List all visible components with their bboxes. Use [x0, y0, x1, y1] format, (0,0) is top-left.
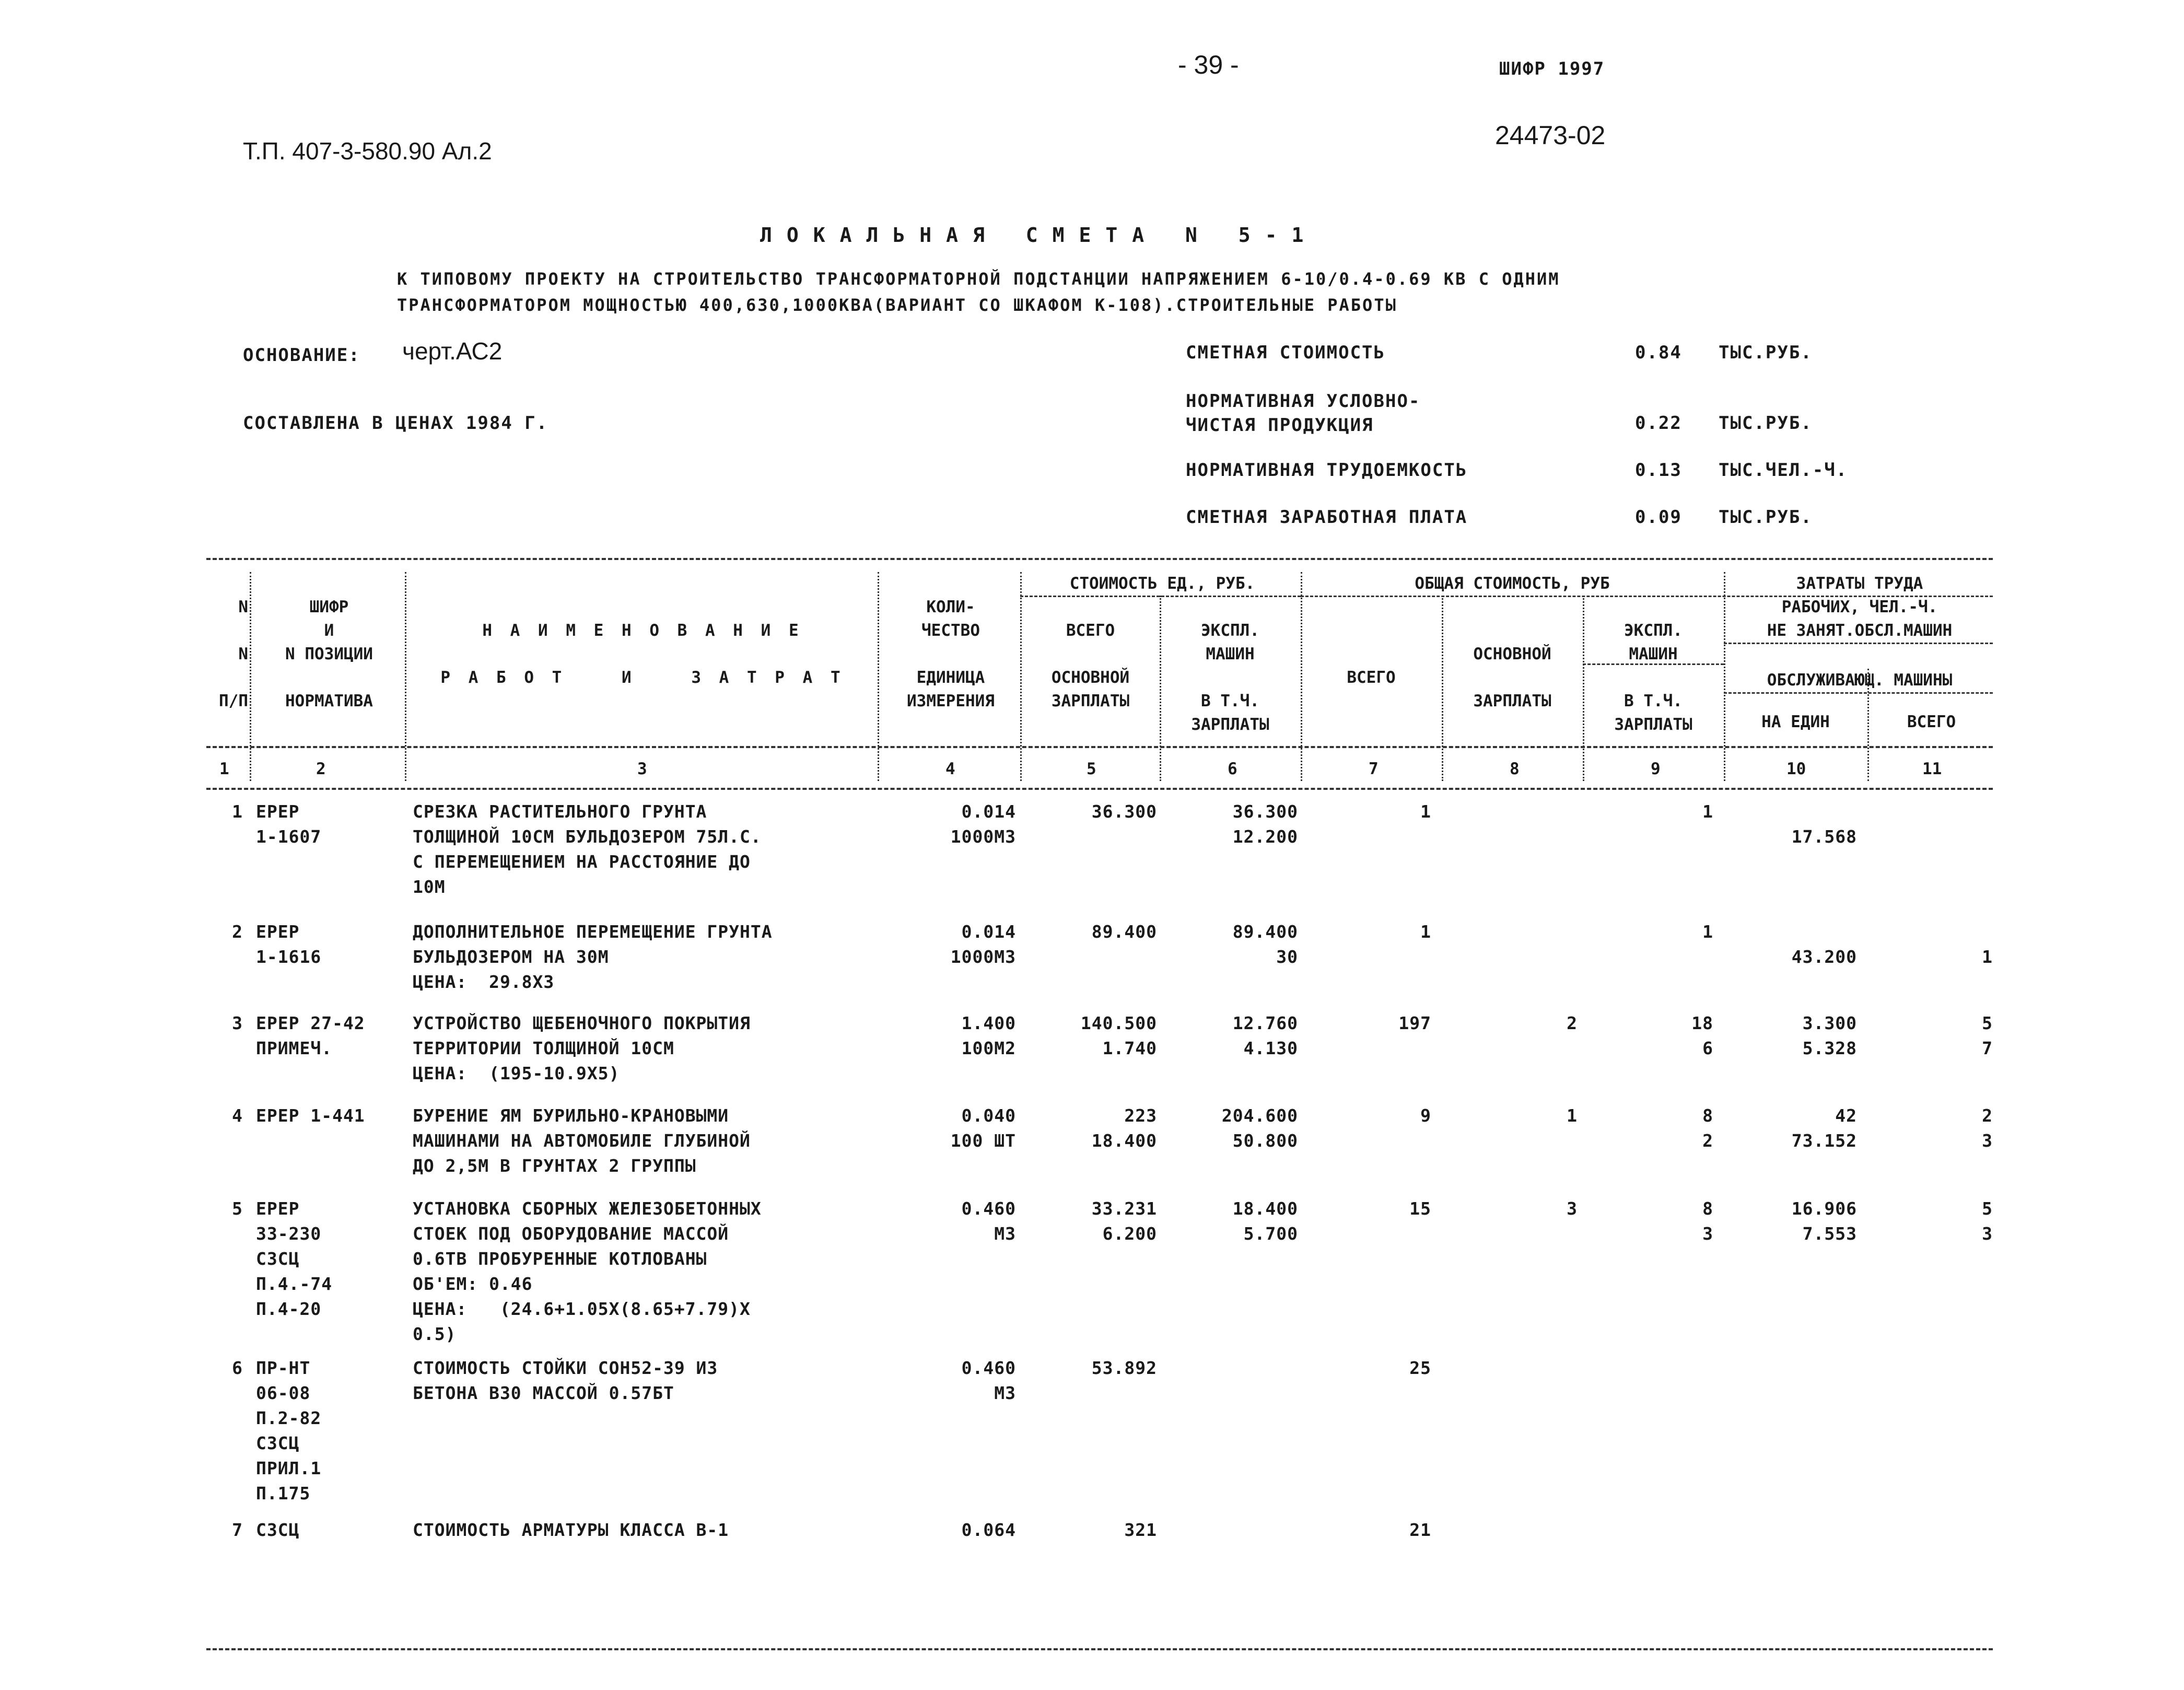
col-number-5: 5	[1087, 760, 1096, 778]
row-machines: 1	[1702, 922, 1713, 942]
row-unit-machines: 89.400 30	[1232, 922, 1298, 967]
row-unit-machines: 36.300 12.200	[1232, 801, 1298, 847]
summary-label-wage: СМЕТНАЯ ЗАРАБОТНАЯ ПЛАТА	[1186, 507, 1468, 528]
row-machines: 1	[1702, 801, 1713, 822]
row-basic-wage: 2	[1567, 1013, 1578, 1033]
th-labor-machines: ОБСЛУЖИВАЮЩ. МАШИНЫ	[1767, 671, 1953, 690]
row-labor-total: 2 3	[1982, 1105, 1993, 1151]
registration-number: 24473-02	[1495, 121, 1606, 150]
th-labor-total: ВСЕГО	[1907, 713, 1956, 731]
row-total: 21	[1409, 1520, 1431, 1540]
header-subrule-unit-cost	[1020, 596, 1301, 597]
row-labor-total: 5 7	[1982, 1013, 1993, 1058]
header-subrule-labor-2	[1724, 692, 1993, 694]
row-labor-total: 1	[1982, 947, 1993, 967]
row-labor-per-unit: 42 73.152	[1791, 1105, 1857, 1151]
summary-label-production: НОРМАТИВНАЯ УСЛОВНО- ЧИСТАЯ ПРОДУКЦИЯ	[1186, 391, 1421, 436]
row-code: ЕРЕР 27-42 ПРИМЕЧ.	[256, 1013, 365, 1058]
row-machines: 18 6	[1691, 1013, 1713, 1058]
summary-unit-production: ТЫС.РУБ.	[1719, 413, 1813, 434]
summary-unit-labor: ТЫС.ЧЕЛ.-Ч.	[1719, 460, 1848, 481]
numbers-bottom-rule	[206, 788, 1993, 790]
col-sep-1	[250, 572, 251, 781]
row-basic-wage: 1	[1567, 1105, 1578, 1126]
summary-value-wage: 0.09	[1635, 507, 1682, 528]
row-machines: 8 3	[1702, 1198, 1713, 1244]
col-number-2: 2	[316, 760, 326, 778]
col-sep-2	[405, 572, 406, 781]
row-quantity: 0.014 1000М3	[950, 922, 1016, 967]
page-number: - 39 -	[1178, 50, 1239, 79]
row-quantity: 0.040 100 ШТ	[950, 1105, 1016, 1151]
col-number-11: 11	[1922, 760, 1942, 778]
col-number-10: 10	[1786, 760, 1806, 778]
row-number: 1	[232, 801, 243, 822]
th-unit-cost: СТОИМОСТЬ ЕД., РУБ.	[1069, 574, 1255, 593]
col-number-3: 3	[637, 760, 647, 778]
col-number-7: 7	[1369, 760, 1379, 778]
row-quantity: 1.400 100М2	[961, 1013, 1016, 1058]
subtitle-line-1: К ТИПОВОМУ ПРОЕКТУ НА СТРОИТЕЛЬСТВО ТРАНСФОРМАТОРНОЙ ПОДСТАНЦИИ НАПРЯЖЕНИЕМ 6-10/0.4-0.69 КВ С ОДНИМ	[397, 269, 1560, 289]
col-sep-6	[1301, 572, 1302, 781]
summary-unit-cost: ТЫС.РУБ.	[1719, 342, 1813, 363]
basis-label: ОСНОВАНИЕ:	[243, 345, 360, 366]
row-unit-total: 36.300	[1091, 801, 1157, 822]
subtitle-line-2: ТРАНСФОРМАТОРОМ МОЩНОСТЬЮ 400,630,1000КВА(ВАРИАНТ СО ШКАФОМ К-108).СТРОИТЕЛЬНЫЕ РАБОТЫ	[397, 295, 1397, 315]
th-total: ВСЕГО	[1347, 668, 1396, 687]
row-labor-per-unit: 3.300 5.328	[1802, 1013, 1857, 1058]
cipher-stamp: ШИФР 1997	[1499, 59, 1605, 79]
summary-label-labor: НОРМАТИВНАЯ ТРУДОЕМКОСТЬ	[1186, 460, 1468, 481]
row-number: 5	[232, 1198, 243, 1219]
row-total: 9	[1420, 1105, 1431, 1126]
row-labor-per-unit: 43.200	[1791, 947, 1857, 967]
table-top-rule	[206, 558, 1993, 560]
row-name: СТОИМОСТЬ СТОЙКИ СОН52-39 ИЗ БЕТОНА В30 МАССОЙ 0.57БТ	[413, 1358, 718, 1403]
row-unit-machines: 12.760 4.130	[1232, 1013, 1298, 1058]
th-basic-wage: ОСНОВНОЙ ЗАРПЛАТЫ	[1473, 645, 1551, 710]
row-name: БУРЕНИЕ ЯМ БУРИЛЬНО-КРАНОВЫМИ МАШИНАМИ НА АВТОМОБИЛЕ ГЛУБИНОЙ ДО 2,5М В ГРУНТАХ 2 ГРУППЫ	[413, 1105, 751, 1176]
col-sep-8	[1583, 596, 1584, 781]
row-code: ЕРЕР 1-1616	[256, 922, 322, 967]
th-quantity: КОЛИ- ЧЕСТВО ЕДИНИЦА ИЗМЕРЕНИЯ	[907, 598, 995, 710]
row-unit-total: 321	[1124, 1520, 1157, 1540]
row-code: ПР-НТ 06-08 П.2-82 СЗСЦ ПРИЛ.1 П.175	[256, 1358, 322, 1503]
row-labor-total: 5 3	[1982, 1198, 1993, 1244]
col-sep-5	[1160, 596, 1161, 781]
row-quantity: 0.460 М3	[961, 1358, 1016, 1403]
col-number-9: 9	[1651, 760, 1661, 778]
document-title: ЛОКАЛЬНАЯ СМЕТА N 5-1	[760, 224, 1318, 247]
summary-value-cost: 0.84	[1635, 342, 1682, 363]
row-number: 7	[232, 1520, 243, 1540]
summary-value-production: 0.22	[1635, 413, 1682, 434]
th-unit-machines: ЭКСПЛ. МАШИН В Т.Ч. ЗАРПЛАТЫ	[1191, 621, 1269, 734]
row-total: 1	[1420, 801, 1431, 822]
row-name: УСТАНОВКА СБОРНЫХ ЖЕЛЕЗОБЕТОННЫХ СТОЕК ПОД ОБОРУДОВАНИЕ МАССОЙ 0.6ТВ ПРОБУРЕННЫЕ КОТЛОВАНЫ ОБ'ЕМ: 0.46 ЦЕНА: (24.6+1.05Х(8.65+7.79)Х 0.5)	[413, 1198, 762, 1344]
header-subrule-labor-1	[1724, 643, 1993, 644]
summary-label-cost: СМЕТНАЯ СТОИМОСТЬ	[1186, 342, 1385, 363]
row-unit-total: 223 18.400	[1091, 1105, 1157, 1151]
row-total: 15	[1409, 1198, 1431, 1219]
row-unit-machines: 18.400 5.700	[1232, 1198, 1298, 1244]
row-unit-machines: 204.600 50.800	[1221, 1105, 1298, 1151]
col-sep-7	[1442, 596, 1443, 781]
row-unit-total: 89.400	[1091, 922, 1157, 942]
th-number: N N П/П	[219, 598, 248, 710]
row-name: СРЕЗКА РАСТИТЕЛЬНОГО ГРУНТА ТОЛЩИНОЙ 10СМ БУЛЬДОЗЕРОМ 75Л.С. С ПЕРЕМЕЩЕНИЕМ НА РАССТОЯНИЕ ДО 10М	[413, 801, 762, 897]
row-labor-per-unit: 17.568	[1791, 826, 1857, 847]
row-number: 2	[232, 922, 243, 942]
row-quantity: 0.460 М3	[961, 1198, 1016, 1244]
col-number-8: 8	[1510, 760, 1520, 778]
row-machines: 8 2	[1702, 1105, 1713, 1151]
row-name: СТОИМОСТЬ АРМАТУРЫ КЛАССА В-1	[413, 1520, 729, 1540]
table-bottom-rule	[206, 1648, 1993, 1650]
row-name: УСТРОЙСТВО ЩЕБЕНОЧНОГО ПОКРЫТИЯ ТЕРРИТОРИИ ТОЛЩИНОЙ 10СМ ЦЕНА: (195-10.9Х5)	[413, 1013, 751, 1083]
row-code: ЕРЕР 1-1607	[256, 801, 322, 847]
basis-value: черт.АС2	[402, 337, 503, 365]
th-per-unit: НА ЕДИН	[1761, 713, 1830, 731]
th-code: ШИФР И N ПОЗИЦИИ НОРМАТИВА	[285, 598, 373, 710]
row-total: 1	[1420, 922, 1431, 942]
col-sep-4	[1020, 572, 1022, 781]
row-number: 4	[232, 1105, 243, 1126]
row-quantity: 0.064	[961, 1520, 1016, 1540]
row-basic-wage: 3	[1567, 1198, 1578, 1219]
row-total: 25	[1409, 1358, 1431, 1378]
prices-note: СОСТАВЛЕНА В ЦЕНАХ 1984 Г.	[243, 413, 548, 434]
col-sep-3	[878, 572, 879, 781]
th-name: Н А И М Е Н О В А Н И Е Р А Б О Т И З А Т Р А Т	[440, 621, 845, 687]
th-total-cost: ОБЩАЯ СТОИМОСТЬ, РУБ	[1415, 574, 1610, 593]
col-number-6: 6	[1228, 760, 1237, 778]
row-number: 6	[232, 1358, 243, 1378]
row-unit-total: 53.892	[1091, 1358, 1157, 1378]
row-code: ЕРЕР 1-441	[256, 1105, 365, 1126]
row-total: 197	[1398, 1013, 1431, 1033]
row-code: ЕРЕР 33-230 СЗСЦ П.4.-74 П.4-20	[256, 1198, 333, 1319]
th-total-machines: ЭКСПЛ. МАШИН В Т.Ч. ЗАРПЛАТЫ	[1614, 621, 1692, 734]
row-quantity: 0.014 1000М3	[950, 801, 1016, 847]
row-number: 3	[232, 1013, 243, 1033]
row-code: СЗСЦ	[256, 1520, 300, 1540]
th-unit-total: ВСЕГО ОСНОВНОЙ ЗАРПЛАТЫ	[1051, 621, 1130, 710]
row-unit-total: 33.231 6.200	[1091, 1198, 1157, 1244]
col-sep-9	[1724, 572, 1725, 781]
row-name: ДОПОЛНИТЕЛЬНОЕ ПЕРЕМЕЩЕНИЕ ГРУНТА БУЛЬДОЗЕРОМ НА 30М ЦЕНА: 29.8Х3	[413, 922, 773, 992]
th-labor-not-machines: НЕ ЗАНЯТ.ОБСЛ.МАШИН	[1767, 621, 1953, 640]
col-number-1: 1	[219, 760, 229, 778]
summary-unit-wage: ТЫС.РУБ.	[1719, 507, 1813, 528]
summary-value-labor: 0.13	[1635, 460, 1682, 481]
col-number-4: 4	[945, 760, 955, 778]
row-unit-total: 140.500 1.740	[1080, 1013, 1157, 1058]
project-reference: Т.П. 407-3-580.90 Ал.2	[243, 137, 492, 165]
th-labor: ЗАТРАТЫ ТРУДА РАБОЧИХ, ЧЕЛ.-Ч.	[1781, 574, 1938, 616]
row-labor-per-unit: 16.906 7.553	[1791, 1198, 1857, 1244]
